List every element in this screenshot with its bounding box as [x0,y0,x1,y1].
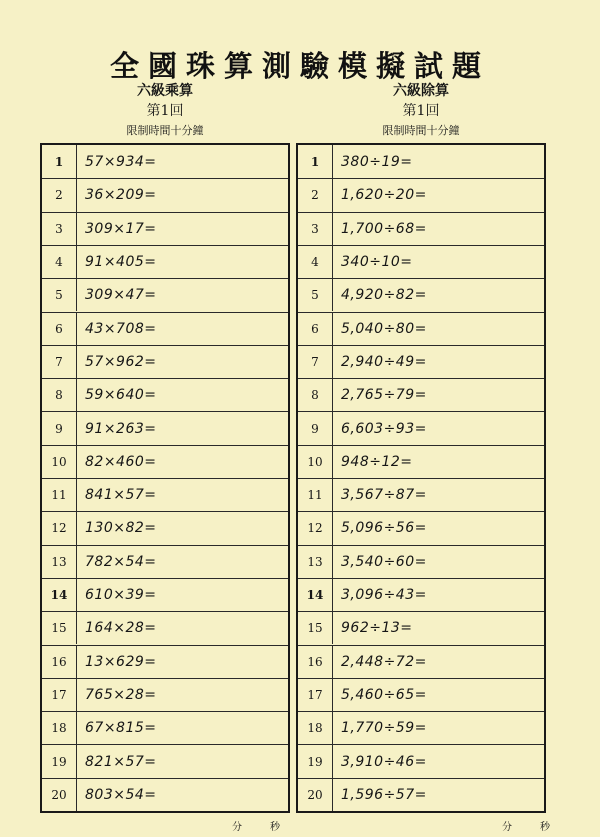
division-table [296,143,546,813]
problem-row [298,145,544,178]
problem-number: 18 [42,712,77,744]
problem-expression: 4,920÷82= [341,287,427,304]
problem-expression: 782×54= [85,553,157,570]
problem-expression: 1,620÷20= [341,187,427,204]
problem-expression: 91×405= [85,254,157,271]
problem-expression: 5,040÷80= [341,320,427,337]
problem-number: 16 [42,646,77,678]
problem-expression: 57×934= [85,153,157,170]
problem-expression: 309×17= [85,220,157,237]
problem-row [298,778,544,811]
problem-expression: 5,460÷65= [341,686,427,703]
problem-row [298,345,544,378]
problem-row [298,545,544,578]
problem-row [298,445,544,478]
problem-number: 19 [298,745,333,777]
problem-row [42,611,288,644]
time-limit: 限制時間十分鐘 [382,124,460,137]
problem-number: 20 [298,779,333,811]
problem-number: 14 [42,579,77,611]
problem-number: 5 [298,279,333,311]
problem-expression: 821×57= [85,753,157,770]
multiplication-footer [232,818,308,833]
problem-number: 5 [42,279,77,311]
problem-expression: 340÷10= [341,254,413,271]
problem-expression: 2,940÷49= [341,353,427,370]
problem-number: 9 [42,412,77,444]
problem-row [42,578,288,611]
problem-expression: 803×54= [85,786,157,803]
problem-expression: 309×47= [85,287,157,304]
problem-row [298,378,544,411]
problem-row [298,711,544,744]
problem-expression: 57×962= [85,353,157,370]
problem-number: 2 [298,179,333,211]
problem-row [42,312,288,345]
seconds-label: 秒 [540,822,552,833]
problem-row [42,145,288,178]
problem-expression: 3,540÷60= [341,553,427,570]
problem-expression: 43×708= [85,320,157,337]
minutes-label: 分 [232,822,244,833]
problem-number: 3 [42,213,77,245]
problem-number: 1 [42,145,77,178]
problem-number: 9 [298,412,333,444]
multiplication-table [40,143,290,813]
problem-row [298,278,544,311]
problem-number: 3 [298,213,333,245]
problem-expression: 2,765÷79= [341,387,427,404]
problem-row [42,778,288,811]
problem-expression: 67×815= [85,720,157,737]
problem-number: 12 [298,512,333,544]
problem-row [42,345,288,378]
problem-row [42,378,288,411]
problem-row [298,678,544,711]
problem-expression: 380÷19= [341,153,413,170]
problem-expression: 5,096÷56= [341,520,427,537]
problem-expression: 13×629= [85,653,157,670]
problem-row [298,744,544,777]
problem-number: 12 [42,512,77,544]
problem-row [298,245,544,278]
problem-number: 11 [42,479,77,511]
problem-expression: 130×82= [85,520,157,537]
problem-number: 17 [42,679,77,711]
problem-number: 10 [42,446,77,478]
problem-number: 15 [42,612,77,644]
problem-number: 8 [298,379,333,411]
problem-row [42,678,288,711]
problem-expression: 82×460= [85,453,157,470]
problem-number: 4 [298,246,333,278]
problem-row [298,411,544,444]
problem-expression: 36×209= [85,187,157,204]
problem-row [42,545,288,578]
problem-row [42,511,288,544]
problem-expression: 841×57= [85,487,157,504]
problem-row [298,511,544,544]
problem-row [298,578,544,611]
problem-number: 18 [298,712,333,744]
subject-title: 六級除算 [393,83,449,99]
problem-number: 6 [298,313,333,345]
page-title: 全國珠算測驗模擬試題 [109,49,490,83]
problem-row [42,445,288,478]
problem-row [298,611,544,644]
division-footer [502,818,578,833]
problem-number: 7 [42,346,77,378]
problem-number: 1 [298,145,333,178]
problem-row [42,744,288,777]
problem-row [42,245,288,278]
problem-expression: 3,567÷87= [341,487,427,504]
problem-expression: 91×263= [85,420,157,437]
problem-row [298,212,544,245]
problem-number: 11 [298,479,333,511]
problem-number: 6 [42,313,77,345]
problem-row [298,178,544,211]
problem-number: 17 [298,679,333,711]
round-label: 第1回 [146,103,184,119]
minutes-label: 分 [502,822,514,833]
problem-number: 14 [298,579,333,611]
problem-row [42,212,288,245]
problem-expression: 2,448÷72= [341,653,427,670]
problem-expression: 1,770÷59= [341,720,427,737]
problem-expression: 3,096÷43= [341,587,427,604]
problem-number: 20 [42,779,77,811]
problem-row [42,278,288,311]
problem-expression: 962÷13= [341,620,413,637]
problem-expression: 164×28= [85,620,157,637]
problem-row [42,478,288,511]
problem-number: 10 [298,446,333,478]
problem-number: 13 [298,546,333,578]
problem-number: 8 [42,379,77,411]
problem-expression: 948÷12= [341,453,413,470]
problem-row [298,312,544,345]
problem-row [42,178,288,211]
problem-expression: 3,910÷46= [341,753,427,770]
subject-title: 六級乘算 [137,83,193,99]
seconds-label: 秒 [270,822,282,833]
problem-expression: 765×28= [85,686,157,703]
time-limit: 限制時間十分鐘 [126,124,204,137]
problem-row [42,645,288,678]
problem-number: 2 [42,179,77,211]
problem-expression: 6,603÷93= [341,420,427,437]
problem-number: 13 [42,546,77,578]
problem-row [42,711,288,744]
problem-number: 15 [298,612,333,644]
problem-number: 4 [42,246,77,278]
problem-number: 16 [298,646,333,678]
problem-row [298,645,544,678]
problem-expression: 1,700÷68= [341,220,427,237]
problem-expression: 59×640= [85,387,157,404]
problem-number: 7 [298,346,333,378]
problem-row [42,411,288,444]
problem-row [298,478,544,511]
problem-expression: 610×39= [85,587,157,604]
problem-expression: 1,596÷57= [341,786,427,803]
problem-number: 19 [42,745,77,777]
round-label: 第1回 [402,103,440,119]
